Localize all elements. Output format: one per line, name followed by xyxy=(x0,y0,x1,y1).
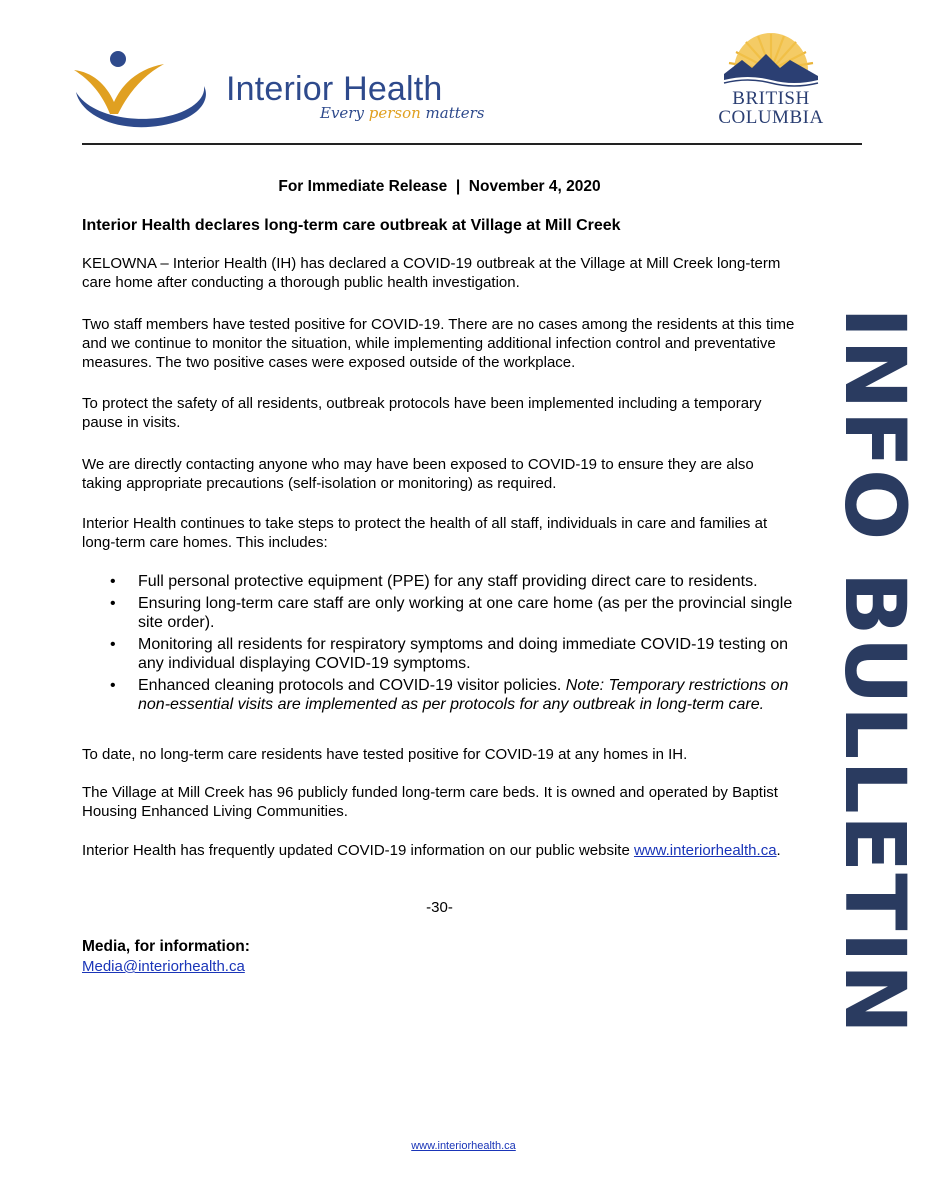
bc-wordmark-line2: COLUMBIA xyxy=(718,107,824,128)
media-contact-heading: Media, for information: xyxy=(82,938,250,955)
vertical-title: INFO BULLETIN xyxy=(826,306,924,1036)
interior-health-tagline xyxy=(320,104,485,122)
bulletin-headline: Interior Health declares long-term care outbreak at Village at Mill Creek xyxy=(82,217,621,234)
tagline-accent: person xyxy=(368,104,421,122)
bullet-icon: • xyxy=(110,594,116,612)
list-item-note: Note: Temporary restrictions on non-essential visits are implemented as per protocols for any outbreak in long-term care. xyxy=(138,676,789,713)
footer xyxy=(0,1140,927,1152)
list-item xyxy=(108,572,798,592)
tagline-post: matters xyxy=(420,104,485,122)
bullet-icon: • xyxy=(110,573,116,590)
paragraph-contacting: We are directly contacting anyone who may have been exposed to COVID-19 to ensure they are also taking appropriate precautions (self-isolation or monitoring) as required. xyxy=(82,456,754,492)
end-mark: -30- xyxy=(426,899,453,916)
website-sentence: Interior Health has frequently updated COVID-19 information on our public website xyxy=(82,842,634,859)
paragraph-intro: KELOWNA – Interior Health (IH) has declared a COVID-19 outbreak at the Village at Mill Creek long-term care home after conducting a thorough public health investigation. xyxy=(82,255,781,291)
list-item xyxy=(108,594,798,633)
footer-website-link[interactable]: www.interiorhealth.ca xyxy=(411,1140,516,1152)
website-link[interactable]: www.interiorhealth.ca xyxy=(633,842,777,859)
paragraph-protocols: To protect the safety of all residents, outbreak protocols have been implemented including a temporary pause in visits. xyxy=(82,395,762,431)
list-item xyxy=(108,635,798,674)
bullet-icon: • xyxy=(110,676,116,694)
bc-wordmark-line1: BRITISH xyxy=(732,88,810,109)
british-columbia-logo-icon xyxy=(724,30,818,86)
paragraph-to-date: To date, no long-term care residents have tested positive for COVID-19 at any homes in IH. xyxy=(82,746,688,763)
paragraph-staff-cases: Two staff members have tested positive for COVID-19. There are no cases among the residents at this time and we continue to monitor the situation, while implementing additional infection control and preventative measures. The two positive cases were exposed outside of the workplace. xyxy=(82,316,795,371)
interior-health-wordmark: Interior Health xyxy=(226,70,443,108)
list-item xyxy=(108,676,798,715)
list-item-text: Full personal protective equipment (PPE) for any staff providing direct care to residents. xyxy=(138,573,758,590)
paragraph-website xyxy=(82,841,797,860)
interior-health-logo-icon xyxy=(72,50,212,134)
list-item-text: Monitoring all residents for respiratory symptoms and doing immediate COVID-19 testing on any individual displaying COVID-19 symptoms. xyxy=(138,635,789,672)
vertical-title-container xyxy=(826,246,924,1096)
paragraph-facility-info: The Village at Mill Creek has 96 publicly funded long-term care beds. It is owned and operated by Baptist Housing Enhanced Living Communities. xyxy=(82,784,778,820)
website-sentence-end: . xyxy=(776,842,781,859)
media-email-link[interactable]: Media@interiorhealth.ca xyxy=(82,958,245,975)
tagline-pre: Every xyxy=(320,104,369,122)
paragraph-steps: Interior Health continues to take steps to protect the health of all staff, individuals in care and families at long-term care homes. This includes: xyxy=(82,515,768,551)
measures-list xyxy=(108,572,798,717)
list-item-text: Enhanced cleaning protocols and COVID-19 visitor policies. xyxy=(138,676,566,694)
header-divider xyxy=(82,143,862,145)
list-item-text: Ensuring long-term care staff are only working at one care home (as per the provincial single site order). xyxy=(138,594,793,631)
release-date-line: For Immediate Release | November 4, 2020 xyxy=(278,178,601,195)
bullet-icon: • xyxy=(110,635,116,653)
